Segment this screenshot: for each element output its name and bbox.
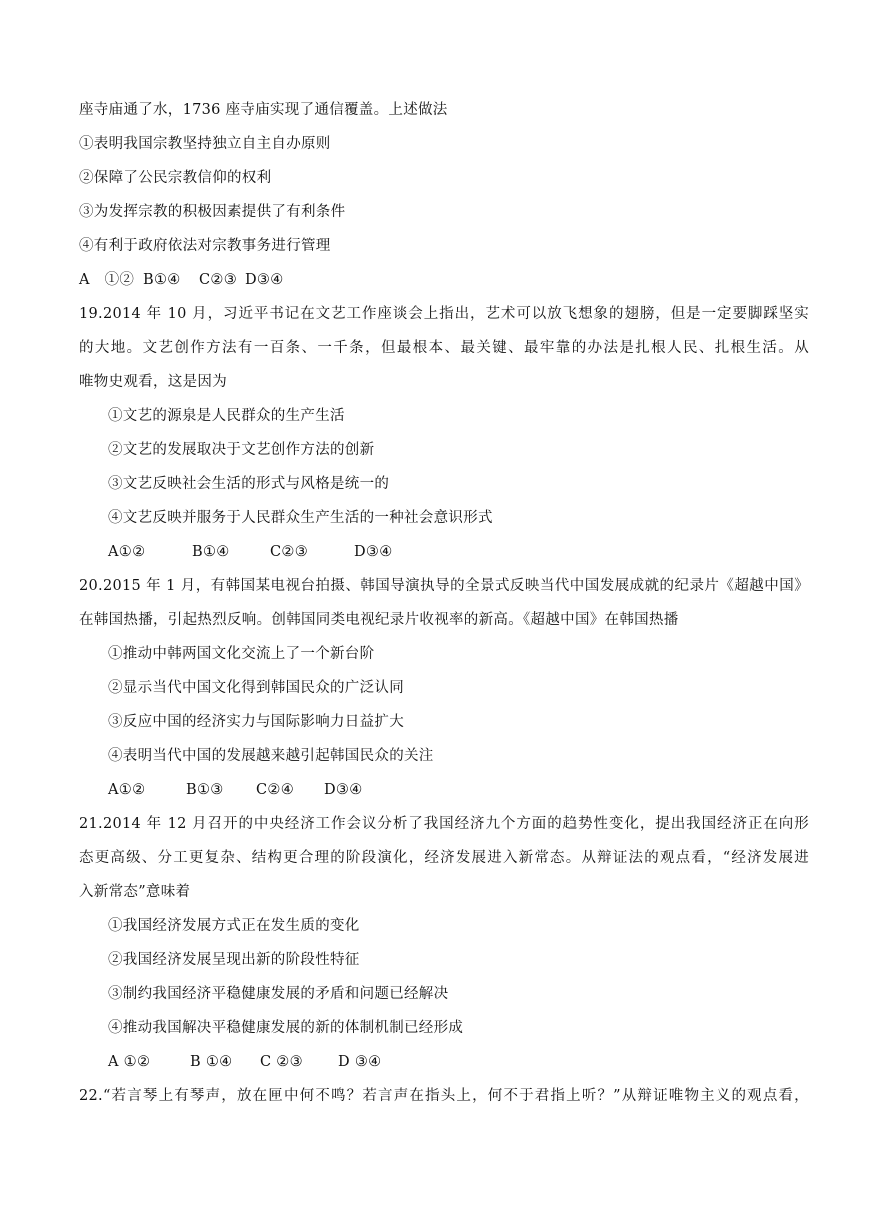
q18-option-d: D③④	[245, 272, 284, 288]
q18-statement-3: ③为发挥宗教的积极因素提供了有利条件	[79, 204, 346, 220]
q20-stem-line-2: 在韩国热播，引起热烈反响。创韩国同类电视纪录片收视率的新高。《超越中国》在韩国热播	[79, 612, 679, 628]
q19-stem-line-1: 19.2014 年 10 月，习近平书记在文艺工作座谈会上指出，艺术可以放飞想象的翅膀，但是一定要脚踩坚实	[79, 306, 809, 322]
q21-statement-1: ①我国经济发展方式正在发生质的变化	[108, 918, 360, 934]
q18-option-b: B①④	[143, 272, 181, 288]
q20-option-d: D③④	[324, 782, 363, 798]
q18-option-a: A ①②	[79, 272, 135, 288]
q18-statement-4: ④有利于政府依法对宗教事务进行管理	[79, 238, 331, 254]
q18-option-c: C②③	[199, 272, 237, 288]
q20-option-b: B①③	[186, 782, 224, 798]
q19-options	[108, 542, 809, 562]
q19-option-a: A①②	[108, 544, 146, 560]
q21-options	[108, 1052, 809, 1072]
q19-stem-line-3: 唯物史观看，这是因为	[79, 374, 227, 390]
q21-option-a: A ①②	[108, 1054, 151, 1070]
q19-option-c: C②③	[270, 544, 308, 560]
q20-options	[108, 780, 809, 800]
q20-statement-1: ①推动中韩两国文化交流上了一个新台阶	[108, 646, 375, 662]
q18-options	[79, 270, 809, 290]
q19-stem-line-2: 的大地。文艺创作方法有一百条、一千条，但最根本、最关键、最牢靠的办法是扎根人民、扎根生活。从	[79, 340, 809, 356]
q20-statement-4: ④表明当代中国的发展越来越引起韩国民众的关注	[108, 748, 434, 764]
q21-statement-3: ③制约我国经济平稳健康发展的矛盾和问题已经解决	[108, 986, 449, 1002]
q20-statement-3: ③反应中国的经济实力与国际影响力日益扩大	[108, 714, 404, 730]
q18-continuation: 座寺庙通了水，1736 座寺庙实现了通信覆盖。上述做法	[79, 102, 448, 118]
q20-statement-2: ②显示当代中国文化得到韩国民众的广泛认同	[108, 680, 404, 696]
q20-stem-line-1: 20.2015 年 1 月，有韩国某电视台拍摄、韩国导演执导的全景式反映当代中国发展成就的纪录片《超越中国》	[79, 578, 809, 594]
q19-statement-3: ③文艺反映社会生活的形式与风格是统一的	[108, 476, 390, 492]
q21-option-d: D ③④	[338, 1054, 382, 1070]
q21-statement-2: ②我国经济发展呈现出新的阶段性特征	[108, 952, 360, 968]
q21-option-b: B ①④	[190, 1054, 233, 1070]
q21-statement-4: ④推动我国解决平稳健康发展的新的体制机制已经形成	[108, 1020, 464, 1036]
q19-statement-4: ④文艺反映并服务于人民群众生产生活的一种社会意识形式	[108, 510, 493, 526]
q20-option-c: C②④	[256, 782, 294, 798]
q21-stem-line-3: 入新常态”意味着	[79, 884, 191, 900]
q20-option-a: A①②	[108, 782, 146, 798]
q19-option-b: B①④	[192, 544, 230, 560]
q19-option-d: D③④	[354, 544, 393, 560]
q18-statement-2: ②保障了公民宗教信仰的权利	[79, 170, 272, 186]
q19-statement-2: ②文艺的发展取决于文艺创作方法的创新	[108, 442, 375, 458]
q21-stem-line-1: 21.2014 年 12 月召开的中央经济工作会议分析了我国经济九个方面的趋势性变化，提出我国经济正在向形	[79, 816, 809, 832]
q22-stem-line-1: 22.“若言琴上有琴声，放在匣中何不鸣？若言声在指头上，何不于君指上听？”从辩证唯物主义的观点看，	[79, 1088, 809, 1104]
q18-statement-1: ①表明我国宗教坚持独立自主自办原则	[79, 136, 331, 152]
q21-option-c: C ②③	[260, 1054, 303, 1070]
q21-stem-line-2: 态更高级、分工更复杂、结构更合理的阶段演化，经济发展进入新常态。从辩证法的观点看，“经济发展进	[79, 850, 809, 866]
q19-statement-1: ①文艺的源泉是人民群众的生产生活	[108, 408, 345, 424]
